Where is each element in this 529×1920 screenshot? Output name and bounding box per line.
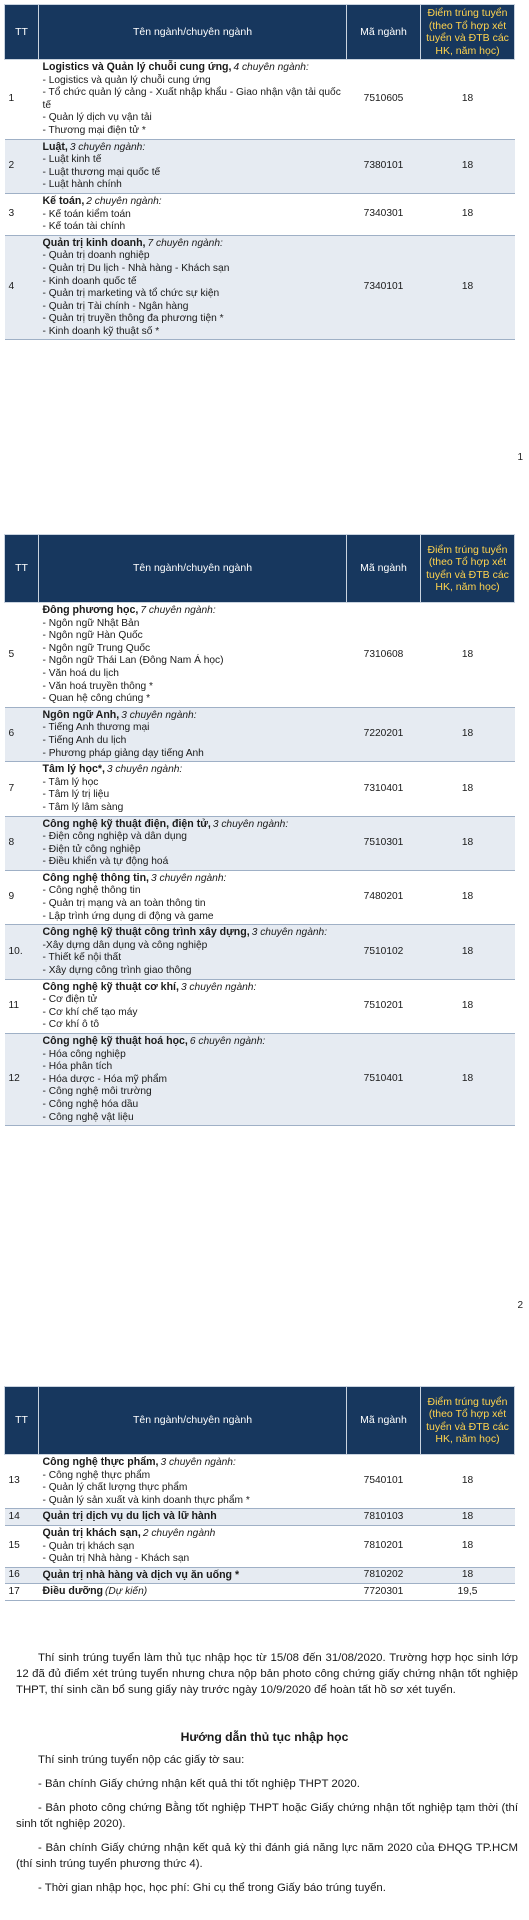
table-row — [5, 193, 515, 235]
guide-item: - Bản chính Giấy chứng nhận kết quả kỳ thi đánh giá năng lực năm 2020 của ĐHQG TP.HCM (thí sinh trúng tuyển phương thức 4). — [16, 1842, 518, 1870]
row-index: 16 — [5, 1567, 39, 1584]
major-title: Logistics và Quản lý chuỗi cung ứng, — [42, 61, 232, 73]
admission-table-page-2 — [4, 534, 515, 1126]
admission-score: 18 — [421, 816, 515, 870]
major-code: 7340101 — [347, 235, 421, 340]
major-heading — [43, 141, 343, 155]
header-major: Tên ngành/chuyên ngành — [39, 1387, 347, 1455]
major-title: Công nghệ kỹ thuật điện, điện tử, — [42, 817, 211, 830]
specialization-item: - Ngôn ngữ Thái Lan (Đông Nam Á học) — [42, 655, 224, 667]
major-code: 7510102 — [347, 925, 421, 979]
specialization-count: 7 chuyên ngành: — [147, 237, 223, 249]
row-index: 10. — [5, 925, 39, 979]
header-score: Điểm trúng tuyển (theo Tổ hợp xét tuyển và ĐTB các HK, năm học) — [421, 1387, 515, 1455]
major-code: 7310401 — [347, 762, 421, 816]
specialization-item: - Luật thương mại quốc tế — [42, 166, 161, 178]
table-row — [5, 707, 515, 761]
specialization-item: - Phương pháp giảng dạy tiếng Anh — [42, 747, 204, 759]
specialization-item: - Kinh doanh kỹ thuật số * — [42, 325, 160, 337]
specialization-item: - Văn hoá truyền thông * — [42, 680, 153, 692]
specialization-count: 3 chuyên ngành: — [180, 981, 257, 993]
specialization-count: 3 chuyên ngành: — [69, 141, 146, 153]
specialization-item: - Thiết kế nội thất — [42, 952, 122, 964]
major-title: Công nghệ kỹ thuật công trình xây dựng, — [42, 926, 250, 939]
header-tt: TT — [5, 535, 39, 603]
major-heading — [43, 1456, 343, 1470]
specialization-item: - Điện tử công nghiệp — [42, 843, 141, 855]
admission-score: 18 — [421, 1509, 515, 1526]
major-title: Quản trị nhà hàng và dịch vụ ăn uống * — [42, 1568, 240, 1581]
major-title: Quản trị kinh doanh, — [42, 236, 146, 249]
row-index: 6 — [5, 707, 39, 761]
row-index: 8 — [5, 816, 39, 870]
specialization-item: - Quản trị marketing và tổ chức sự kiện — [42, 288, 220, 300]
admission-score: 18 — [421, 979, 515, 1033]
specialization-count: 3 chuyên ngành: — [160, 1457, 236, 1468]
specialization-item: - Xây dựng công trình giao thông — [42, 965, 192, 977]
row-index: 14 — [5, 1509, 39, 1526]
major-title: Ngôn ngữ Anh, — [42, 708, 120, 721]
specialization-item: - Thương mại điện tử * — [42, 124, 146, 136]
major-title: Công nghệ thực phẩm, — [42, 1456, 159, 1468]
header-code: Mã ngành — [347, 1387, 421, 1455]
major-code: 7540101 — [347, 1455, 421, 1509]
major-cell — [39, 1509, 347, 1526]
major-cell — [39, 139, 347, 193]
table-row — [5, 1034, 515, 1126]
major-code: 7510401 — [347, 1034, 421, 1126]
table-row — [5, 979, 515, 1033]
specialization-count: 3 chuyên ngành: — [251, 927, 328, 939]
specialization-item: - Hóa phân tích — [42, 1061, 113, 1073]
specialization-item: - Lập trình ứng dụng di động và game — [42, 910, 214, 922]
specialization-item: - Luật kinh tế — [42, 154, 102, 166]
admission-score: 18 — [421, 1567, 515, 1584]
row-index: 4 — [5, 235, 39, 340]
major-code: 7810201 — [347, 1525, 421, 1567]
row-index: 11 — [5, 979, 39, 1033]
major-code: 7310608 — [347, 603, 421, 708]
table-row — [5, 762, 515, 816]
header-major: Tên ngành/chuyên ngành — [39, 535, 347, 603]
specialization-count: (Dự kiến) — [105, 1586, 148, 1598]
table-row — [5, 1567, 515, 1584]
major-heading — [43, 926, 343, 940]
major-heading — [43, 195, 343, 209]
major-heading — [43, 604, 343, 618]
specialization-item: - Công nghệ môi trường — [42, 1086, 152, 1098]
admission-table-page-3 — [4, 1386, 515, 1601]
admission-score: 18 — [421, 603, 515, 708]
specialization-item: - Tâm lý trị liệu — [42, 789, 110, 801]
row-index: 3 — [5, 193, 39, 235]
row-index: 15 — [5, 1525, 39, 1567]
specialization-item: - Quản trị Tài chính - Ngân hàng — [42, 300, 189, 312]
major-title: Kế toán, — [42, 194, 85, 207]
major-code: 7380101 — [347, 139, 421, 193]
major-cell — [39, 979, 347, 1033]
major-code: 7810103 — [347, 1509, 421, 1526]
header-score: Điểm trúng tuyển (theo Tổ hợp xét tuyển và ĐTB các HK, năm học) — [421, 5, 515, 60]
specialization-item: - Luật hành chính — [42, 179, 122, 191]
specialization-count: 2 chuyên ngành — [142, 1527, 216, 1539]
specialization-item: - Ngôn ngữ Nhật Bản — [42, 617, 140, 629]
header-tt: TT — [5, 1387, 39, 1455]
specialization-item: - Quản trị Nhà hàng - Khách sạn — [42, 1553, 190, 1565]
major-cell — [39, 235, 347, 340]
table-row — [5, 1509, 515, 1526]
specialization-item: -Xây dựng dân dụng và công nghiệp — [42, 939, 208, 951]
specialization-item: - Quản trị doanh nghiệp — [42, 250, 150, 262]
specialization-count: 3 chuyên ngành: — [212, 818, 289, 830]
specialization-item: - Quản trị Du lịch - Nhà hàng - Khách sạn — [42, 262, 230, 274]
major-cell — [39, 762, 347, 816]
admission-score: 18 — [421, 235, 515, 340]
header-code: Mã ngành — [347, 5, 421, 60]
specialization-item: - Hóa công nghiệp — [42, 1048, 126, 1060]
major-title: Công nghệ thông tin, — [42, 871, 149, 884]
admission-score: 18 — [421, 193, 515, 235]
specialization-item: - Kế toán tài chính — [42, 221, 126, 233]
specialization-count: 3 chuyên ngành: — [106, 764, 183, 776]
page-number: 2 — [517, 1300, 523, 1311]
major-code: 7510605 — [347, 60, 421, 140]
guide-intro: Thí sinh trúng tuyển nộp các giấy tờ sau: — [38, 1754, 245, 1766]
major-title: Tâm lý học*, — [42, 763, 105, 776]
table-row — [5, 1525, 515, 1567]
admission-table-page-1 — [4, 4, 515, 340]
specialization-item: - Tiếng Anh du lịch — [42, 734, 127, 746]
specialization-item: - Quản lý chất lượng thực phẩm — [42, 1482, 188, 1494]
major-heading — [43, 709, 343, 723]
guide-item: - Bản photo công chứng Bằng tốt nghiệp THPT hoặc Giấy chứng nhận tốt nghiệp tạm thời (thí sinh tốt nghiệp 2020). — [16, 1802, 518, 1830]
specialization-item: - Công nghệ thông tin — [42, 885, 141, 897]
specialization-item: - Tâm lý lâm sàng — [42, 801, 124, 813]
specialization-item: - Công nghệ vật liệu — [42, 1111, 134, 1123]
specialization-item: - Logistics và quản lý chuỗi cung ứng — [42, 74, 211, 86]
admission-score: 18 — [421, 707, 515, 761]
table-row — [5, 870, 515, 924]
admission-score: 18 — [421, 139, 515, 193]
major-cell — [39, 870, 347, 924]
specialization-item: - Quản trị khách sạn — [42, 1540, 135, 1552]
major-heading — [43, 1527, 343, 1541]
admission-score: 18 — [421, 1455, 515, 1509]
enrollment-notice: Thí sinh trúng tuyển làm thủ tục nhập học từ 15/08 đến 31/08/2020. Trường hợp học sinh lớp 12 đã đủ điểm xét trúng tuyển nhưng chưa nộp bản photo công chứng giấy chứng nhận tốt nghiệp THPT, thí sinh cần bổ sung giấy này trước ngày 10/9/2020 để hoàn tất hồ sơ xét tuyển. — [16, 1652, 518, 1696]
specialization-item: - Hóa dược - Hóa mỹ phẩm — [42, 1073, 167, 1085]
guide-item: - Thời gian nhập học, học phí: Ghi cụ thể trong Giấy báo trúng tuyển. — [38, 1882, 386, 1894]
table-row — [5, 925, 515, 979]
major-heading — [43, 1569, 343, 1583]
table-row — [5, 1584, 515, 1601]
specialization-count: 6 chuyên ngành: — [189, 1036, 266, 1047]
specialization-item: - Cơ điện tử — [42, 994, 98, 1006]
specialization-count: 3 chuyên ngành: — [121, 709, 197, 721]
table-row — [5, 1455, 515, 1509]
admission-score: 18 — [421, 925, 515, 979]
specialization-item: - Quản trị mạng và an toàn thông tin — [42, 898, 206, 910]
specialization-item: - Văn hoá du lịch — [42, 667, 119, 679]
major-cell — [39, 816, 347, 870]
major-code: 7510201 — [347, 979, 421, 1033]
specialization-item: - Ngôn ngữ Hàn Quốc — [42, 630, 143, 642]
specialization-item: - Quan hệ công chúng * — [42, 693, 151, 705]
major-heading — [43, 61, 343, 75]
specialization-item: - Cơ khí ô tô — [42, 1019, 100, 1031]
major-title: Quản trị khách sạn, — [42, 1526, 141, 1539]
major-cell — [39, 193, 347, 235]
admission-score: 18 — [421, 1525, 515, 1567]
major-heading — [43, 872, 343, 886]
row-index: 12 — [5, 1034, 39, 1126]
specialization-item: - Điều khiển và tự động hoá — [42, 856, 169, 868]
major-code: 7810202 — [347, 1567, 421, 1584]
row-index: 13 — [5, 1455, 39, 1509]
row-index: 5 — [5, 603, 39, 708]
admission-score: 18 — [421, 762, 515, 816]
guide-title: Hướng dẫn thủ tục nhập học — [180, 1730, 349, 1744]
row-index: 2 — [5, 139, 39, 193]
header-code: Mã ngành — [347, 535, 421, 603]
specialization-count: 2 chuyên ngành: — [86, 195, 162, 207]
header-tt: TT — [5, 5, 39, 60]
major-code: 7340301 — [347, 193, 421, 235]
header-score: Điểm trúng tuyển (theo Tổ hợp xét tuyển và ĐTB các HK, năm học) — [421, 535, 515, 603]
table-row — [5, 603, 515, 708]
major-cell — [39, 1034, 347, 1126]
major-code: 7510301 — [347, 816, 421, 870]
header-major: Tên ngành/chuyên ngành — [39, 5, 347, 60]
page-number: 1 — [517, 452, 523, 463]
specialization-item: - Công nghệ thực phẩm — [42, 1469, 151, 1481]
major-title: Luật, — [42, 140, 68, 153]
major-cell — [39, 1567, 347, 1584]
major-cell — [39, 1455, 347, 1509]
major-heading — [43, 1510, 343, 1524]
specialization-count: 4 chuyên ngành: — [233, 62, 309, 73]
major-cell — [39, 1584, 347, 1601]
row-index: 1 — [5, 60, 39, 140]
major-title: Công nghệ kỹ thuật hoá học, — [42, 1035, 188, 1047]
table-row — [5, 139, 515, 193]
major-cell — [39, 60, 347, 140]
major-heading — [43, 1035, 343, 1049]
specialization-item: - Quản lý sản xuất và kinh doanh thực phẩm * — [42, 1494, 250, 1506]
major-title: Công nghệ kỹ thuật cơ khí, — [42, 980, 179, 993]
specialization-item: - Ngôn ngữ Trung Quốc — [42, 642, 151, 654]
table-row — [5, 235, 515, 340]
table-row — [5, 60, 515, 140]
major-heading — [43, 763, 343, 777]
guide-item: - Bản chính Giấy chứng nhận kết quả thi tốt nghiệp THPT 2020. — [38, 1778, 360, 1790]
specialization-count: 3 chuyên ngành: — [151, 872, 227, 884]
major-code: 7480201 — [347, 870, 421, 924]
major-cell — [39, 1525, 347, 1567]
row-index: 17 — [5, 1584, 39, 1601]
major-code: 7220201 — [347, 707, 421, 761]
admission-score: 18 — [421, 870, 515, 924]
major-heading — [43, 981, 343, 995]
major-title: Quản trị dịch vụ du lịch và lữ hành — [42, 1510, 217, 1523]
major-title: Điều dưỡng — [42, 1585, 104, 1598]
major-heading — [43, 1585, 343, 1599]
specialization-item: - Công nghệ hóa dầu — [42, 1098, 139, 1110]
specialization-item: - Kinh doanh quốc tế — [42, 275, 137, 287]
major-heading — [43, 818, 343, 832]
specialization-item: - Quản trị truyền thông đa phương tiện * — [42, 313, 224, 325]
specialization-item: - Cơ khí chế tạo máy — [42, 1006, 138, 1018]
major-cell — [39, 707, 347, 761]
specialization-item: - Điện công nghiệp và dân dụng — [42, 831, 187, 843]
specialization-item: - Tổ chức quản lý cảng - Xuất nhập khẩu - Giao nhận vận tải quốc tế — [42, 87, 341, 111]
admission-score: 18 — [421, 1034, 515, 1126]
specialization-count: 7 chuyên ngành: — [140, 605, 216, 616]
major-title: Đông phương học, — [42, 604, 139, 616]
major-code: 7720301 — [347, 1584, 421, 1601]
specialization-item: - Quản lý dịch vụ vận tải — [42, 112, 152, 124]
admission-score: 18 — [421, 60, 515, 140]
specialization-item: - Tiếng Anh thương mại — [42, 722, 150, 734]
specialization-item: - Tâm lý học — [42, 776, 99, 788]
admission-score: 19,5 — [421, 1584, 515, 1601]
specialization-item: - Kế toán kiểm toán — [42, 208, 131, 220]
row-index: 7 — [5, 762, 39, 816]
row-index: 9 — [5, 870, 39, 924]
major-heading — [43, 237, 343, 251]
table-row — [5, 816, 515, 870]
major-cell — [39, 925, 347, 979]
major-cell — [39, 603, 347, 708]
